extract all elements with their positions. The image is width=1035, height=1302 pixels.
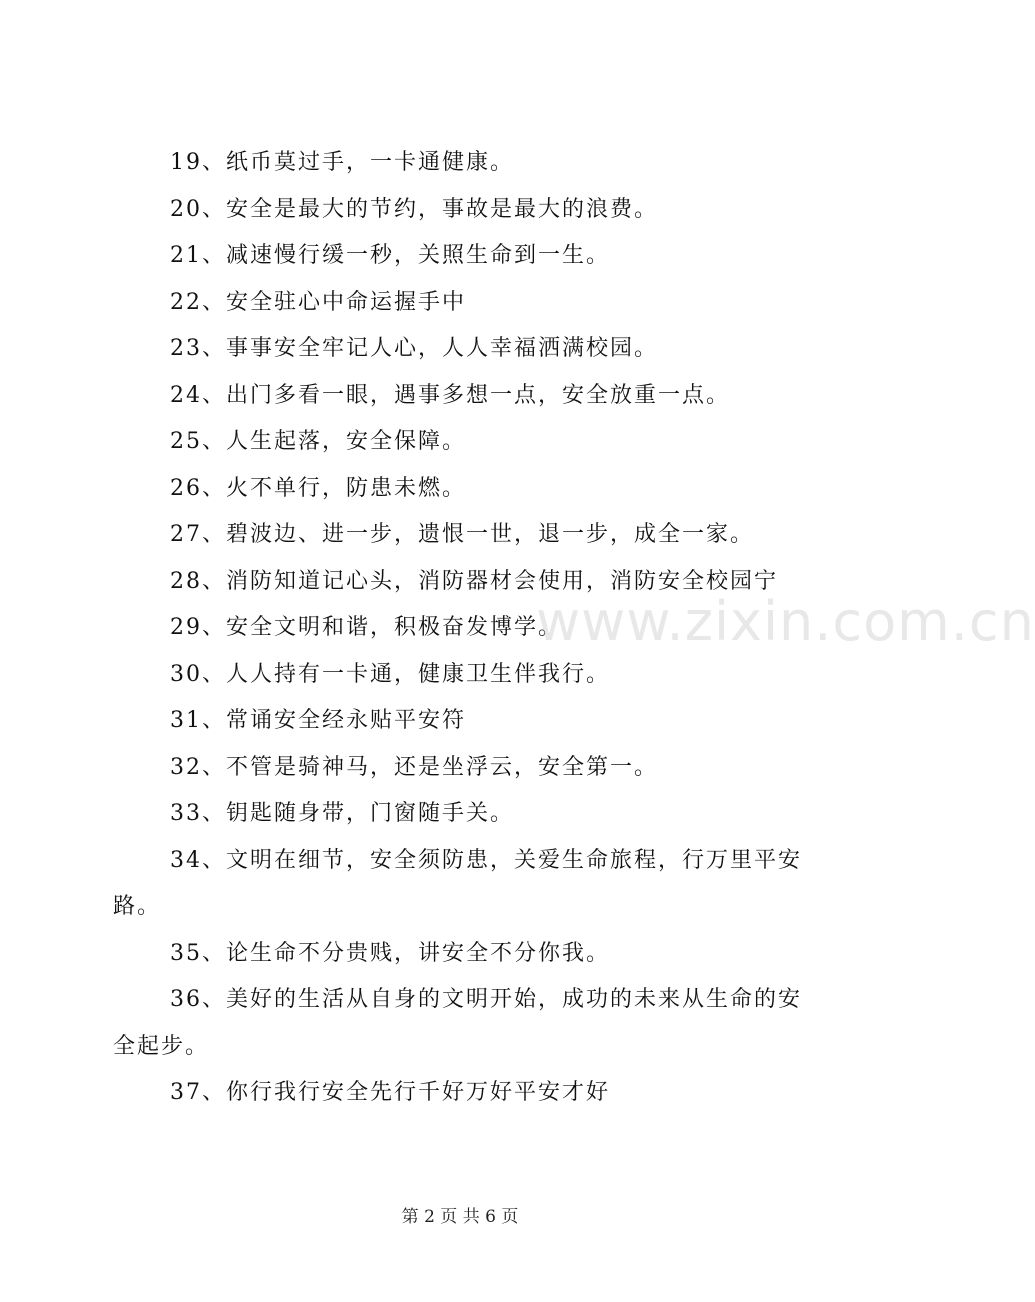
list-item: 20、安全是最大的节约，事故是最大的浪费。	[170, 196, 658, 222]
list-item: 28、消防知道记心头，消防器材会使用，消防安全校园宁	[170, 568, 778, 594]
list-item: 24、出门多看一眼，遇事多想一点，安全放重一点。	[170, 382, 730, 408]
list-item: 19、纸币莫过手，一卡通健康。	[170, 150, 514, 175]
page-number: 第 2 页 共 6 页	[401, 1207, 519, 1227]
list-item: 27、碧波边、进一步，遗恨一世，退一步，成全一家。	[170, 522, 754, 547]
list-item: 35、论生命不分贵贱，讲安全不分你我。	[170, 940, 610, 966]
watermark: www.zixin.com.cn	[536, 590, 1035, 653]
list-item: 33、钥匙随身带，门窗随手关。	[170, 801, 514, 826]
list-item: 37、你行我行安全先行千好万好平安才好	[170, 1080, 610, 1105]
list-item: 29、安全文明和谐，积极奋发博学。	[170, 615, 562, 640]
list-item: 31、常诵安全经永贴平安符	[170, 708, 466, 733]
list-item: 25、人生起落，安全保障。	[170, 429, 466, 454]
list-item: 30、人人持有一卡通，健康卫生伴我行。	[170, 661, 610, 687]
list-item: 32、不管是骑神马，还是坐浮云，安全第一。	[170, 754, 658, 780]
list-item: 34、文明在细节，安全须防患，关爱生命旅程，行万里平安路。	[113, 847, 802, 919]
list-item: 21、减速慢行缓一秒，关照生命到一生。	[170, 243, 610, 268]
list-item: 23、事事安全牢记人心，人人幸福洒满校园。	[170, 336, 658, 361]
list-item: 26、火不单行，防患未燃。	[170, 475, 466, 501]
list-item: 22、安全驻心中命运握手中	[170, 289, 466, 315]
list-item: 36、美好的生活从自身的文明开始，成功的未来从生命的安全起步。	[113, 987, 802, 1059]
